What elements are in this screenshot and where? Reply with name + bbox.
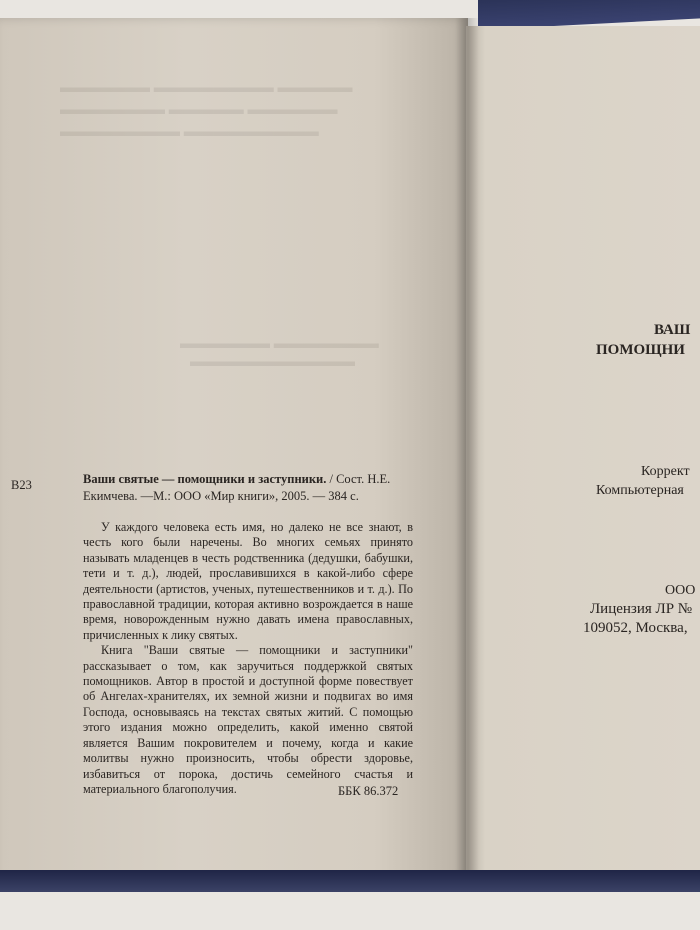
- right-credit-2: Компьютерная: [596, 483, 684, 498]
- right-title-line-1: ВАШ: [654, 322, 691, 338]
- annotation-paragraph: У каждого человека есть имя, но далеко не все знают, в честь кого были наречены. Во многих семьях принято называть младенцев в честь родственника (дедушки, бабушки, тети и т. д.), людей, прославившихся в какой-либо сфере деятельности (артистов, ученых, путешественников и т. д.). По православной традиции, которая активно возрождается в наше время, новорожденным нужно давать имена православных, причисленных к лику святых.: [83, 520, 413, 642]
- book-spine-shadow: [455, 18, 479, 878]
- right-credit-1: Коррект: [641, 464, 690, 479]
- bibliographic-record: [83, 471, 413, 505]
- show-through-text: ▬▬▬▬▬▬▬▬▬▬▬: [190, 354, 355, 370]
- book-title: Ваши святые — помощники и заступники.: [83, 472, 327, 486]
- classification-code: В23: [11, 478, 32, 492]
- annotation: [83, 520, 413, 797]
- annotation-paragraph: Книга "Ваши святые — помощники и заступники" рассказывает о том, как заручиться поддержкой святых помощников. Автор в простой и доступной форме повествует об Ангелах-хранителях, их земной жизни и подвигах во имя Господа, основываясь на текстах святых житий. С помощью этого издания можно определить, какой именно святой является Вашим покровителем и почему, когда и какие молитвы нужно произносить, чтобы обрести здоровье, избавиться от порока, достичь семейного счастья и материального благополучия.: [83, 643, 413, 796]
- show-through-text: ▬▬▬▬▬▬ ▬▬▬▬▬▬▬: [180, 336, 379, 352]
- right-title-line-2: ПОМОЩНИ: [596, 342, 685, 358]
- right-publisher-2: Лицензия ЛР №: [590, 601, 693, 617]
- show-through-text: ▬▬▬▬▬▬▬ ▬▬▬▬▬ ▬▬▬▬▬▬: [60, 102, 338, 118]
- right-page: [466, 26, 700, 878]
- book-cover-bottom-edge: [0, 870, 700, 892]
- show-through-text: ▬▬▬▬▬▬ ▬▬▬▬▬▬▬▬ ▬▬▬▬▬: [60, 80, 353, 96]
- bbk-code: ББК 86.372: [338, 784, 399, 798]
- right-publisher-3: 109052, Москва,: [583, 620, 688, 636]
- show-through-text: ▬▬▬▬▬▬▬▬ ▬▬▬▬▬▬▬▬▬: [60, 124, 319, 140]
- bibliographic-details: / Сост. Н.Е. Екимчева. —М.: ООО «Мир книги», 2005. — 384 с.: [83, 472, 391, 503]
- right-publisher-1: ООО: [665, 583, 696, 598]
